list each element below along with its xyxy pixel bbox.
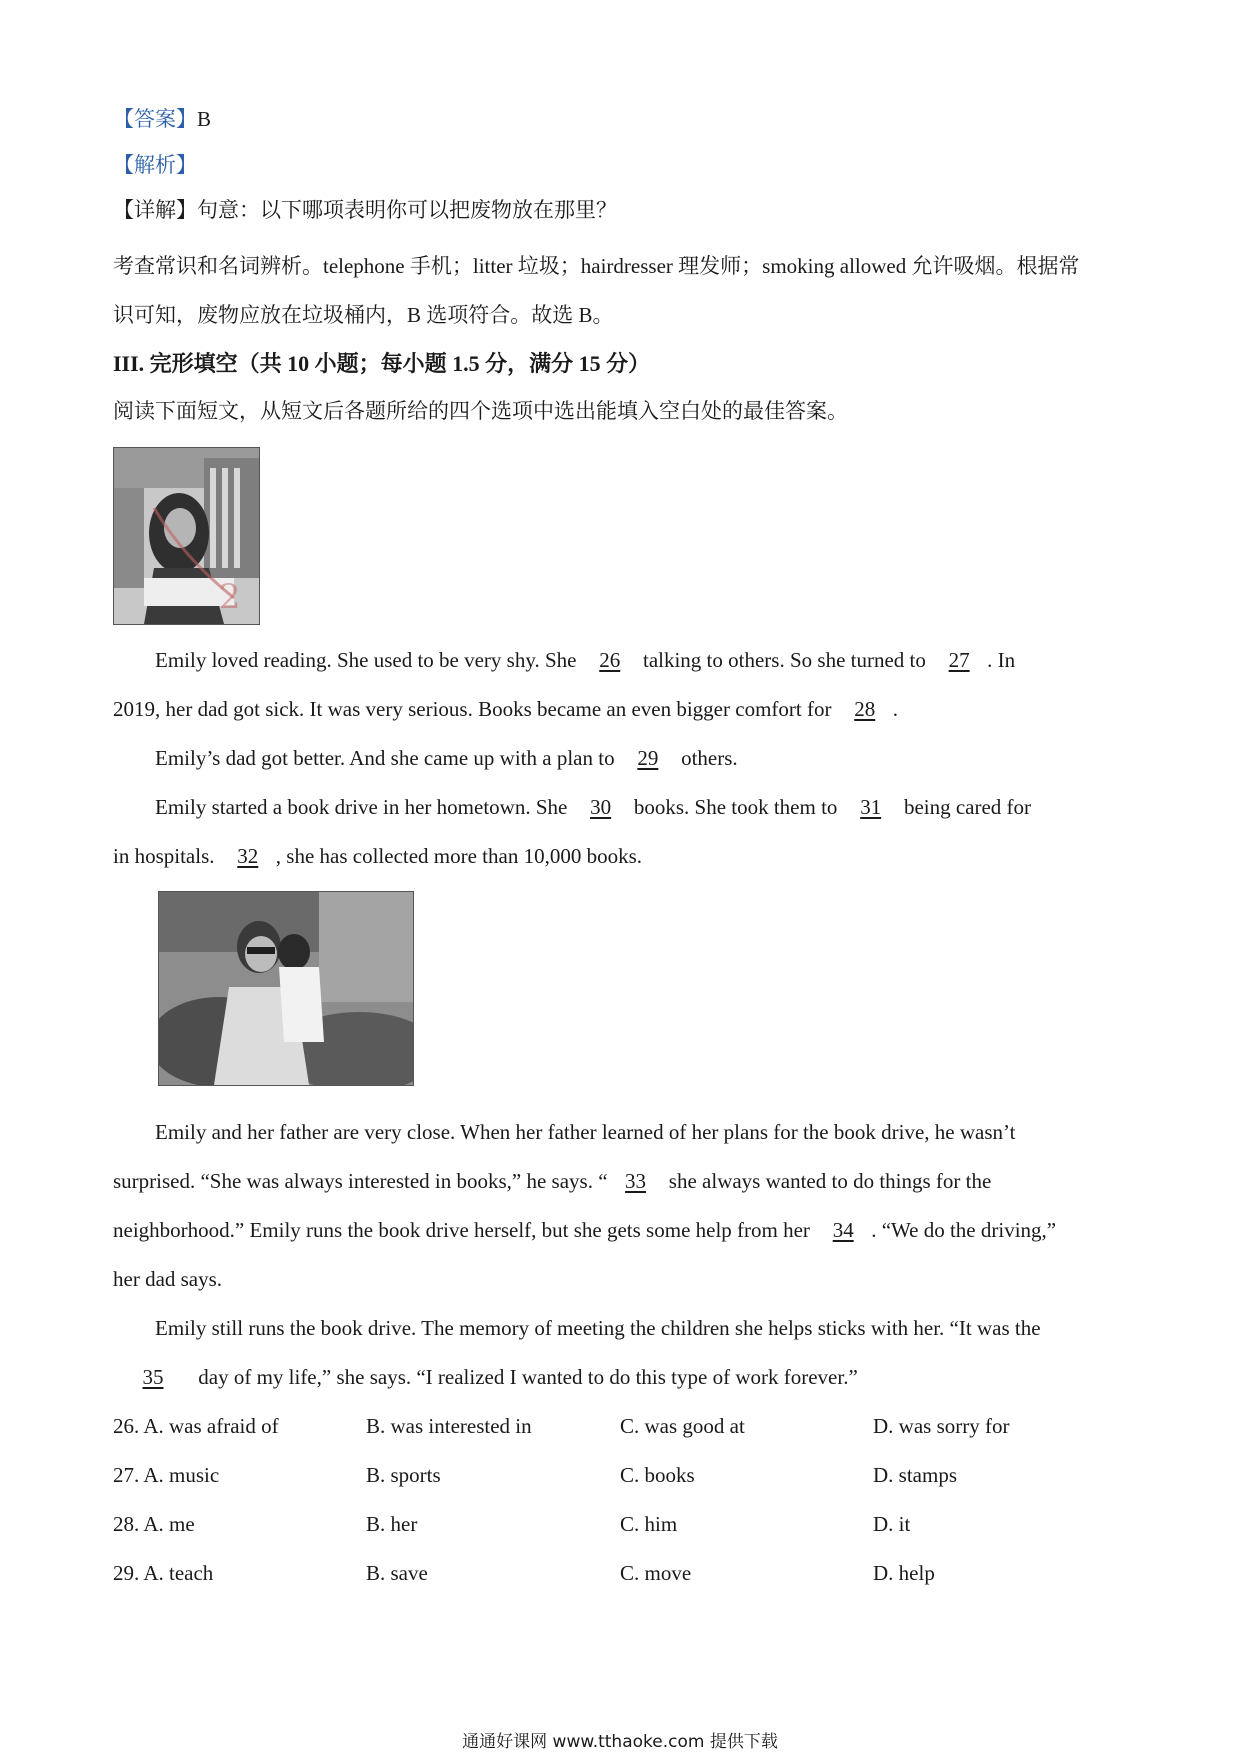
passage-text: . “We do the driving,” (871, 1218, 1057, 1242)
option-d: D. it (873, 1512, 911, 1536)
passage-text: books. She took them to (628, 795, 843, 819)
passage-text: surprised. “She was always interested in books,” he says. “ (113, 1169, 608, 1193)
passage-text: talking to others. So she turned to (637, 648, 932, 672)
option-d: D. help (873, 1561, 935, 1585)
passage-text: being cared for (898, 795, 1032, 819)
option-a (113, 1411, 279, 1441)
passage-line-8 (113, 1215, 1056, 1245)
blank-35: 35 (142, 1365, 164, 1389)
section-heading: III. 完形填空（共 10 小题；每小题 1.5 分，满分 15 分） (113, 351, 651, 376)
passage-text: Emily started a book drive in her hometown. She (155, 795, 573, 819)
explain-line-1: 考查常识和名词辨析。telephone 手机；litter 垃圾；hairdresser 理发师；smoking allowed 允许吸烟。根据常 (113, 254, 1080, 278)
question-number: 26. (113, 1414, 140, 1438)
passage-text: Emily loved reading. She used to be very shy. She (155, 648, 582, 672)
passage-text: . In (987, 648, 1016, 672)
passage-text: 2019, her dad got sick. It was very serious. Books became an even bigger comfort for (113, 697, 837, 721)
option-d: D. was sorry for (873, 1414, 1010, 1438)
passage-text: she always wanted to do things for the (663, 1169, 992, 1193)
photo-girl-reading-image (114, 448, 259, 624)
option-a (113, 1460, 219, 1490)
photo-father-daughter-image (159, 892, 413, 1085)
passage-line-4 (155, 792, 1031, 822)
option-a (113, 1558, 213, 1588)
blank-30: 30 (590, 795, 612, 819)
passage-text: in hospitals. (113, 844, 220, 868)
option-b: B. sports (366, 1463, 441, 1487)
photo-girl-reading (113, 447, 260, 625)
detail-text: 句意：以下哪项表明你可以把废物放在那里？ (197, 198, 617, 222)
option-text: A. me (143, 1512, 195, 1536)
blank-31: 31 (860, 795, 882, 819)
blank-28: 28 (854, 697, 876, 721)
answer-value: B (197, 107, 212, 131)
passage-line-5 (113, 841, 642, 871)
blank-33: 33 (625, 1169, 647, 1193)
passage-text: . (892, 697, 898, 721)
option-b: B. save (366, 1561, 428, 1585)
blank-32: 32 (237, 844, 259, 868)
passage-text: others. (675, 746, 738, 770)
passage-text: neighborhood.” Emily runs the book drive herself, but she gets some help from her (113, 1218, 816, 1242)
passage-line-7 (113, 1166, 991, 1196)
detail-line (113, 195, 617, 225)
option-c: C. was good at (620, 1414, 745, 1438)
answer-tag: 【答案】 (113, 107, 197, 131)
option-a (113, 1509, 195, 1539)
blank-26: 26 (599, 648, 621, 672)
passage-line-10: Emily still runs the book drive. The memory of meeting the children she helps sticks with her. “It was the (155, 1316, 1041, 1340)
passage-line-11 (113, 1362, 858, 1392)
passage-text: Emily’s dad got better. And she came up with a plan to (155, 746, 620, 770)
blank-34: 34 (832, 1218, 854, 1242)
option-text: A. music (143, 1463, 220, 1487)
option-b: B. her (366, 1512, 418, 1536)
question-number: 27. (113, 1463, 140, 1487)
blank-27: 27 (948, 648, 970, 672)
option-d: D. stamps (873, 1463, 957, 1487)
instruction: 阅读下面短文，从短文后各题所给的四个选项中选出能填入空白处的最佳答案。 (113, 399, 848, 423)
detail-tag: 【详解】 (113, 198, 197, 222)
passage-line-9: her dad says. (113, 1267, 223, 1291)
passage-text: day of my life,” she says. “I realized I wanted to do this type of work forever.” (193, 1365, 858, 1389)
passage-text: , she has collected more than 10,000 books. (275, 844, 643, 868)
explain-line-2: 识可知，废物应放在垃圾桶内，B 选项符合。故选 B。 (113, 303, 614, 327)
svg-text:2: 2 (219, 577, 241, 617)
option-b: B. was interested in (366, 1414, 532, 1438)
answer-line (113, 104, 211, 134)
option-c: C. move (620, 1561, 692, 1585)
passage-line-3 (155, 743, 738, 773)
blank-29: 29 (637, 746, 659, 770)
option-text: A. teach (143, 1561, 214, 1585)
analysis-tag: 【解析】 (113, 153, 197, 177)
option-c: C. him (620, 1512, 678, 1536)
passage-line-2 (113, 694, 898, 724)
option-text: A. was afraid of (143, 1414, 279, 1438)
question-number: 29. (113, 1561, 140, 1585)
passage-line-6: Emily and her father are very close. When her father learned of her plans for the book drive, he wasn’t (155, 1120, 1016, 1144)
page-footer: 通通好课网 www.tthaoke.com 提供下载 (462, 1732, 778, 1752)
option-c: C. books (620, 1463, 695, 1487)
passage-line-1 (155, 645, 1015, 675)
question-number: 28. (113, 1512, 140, 1536)
photo-father-daughter (158, 891, 414, 1086)
